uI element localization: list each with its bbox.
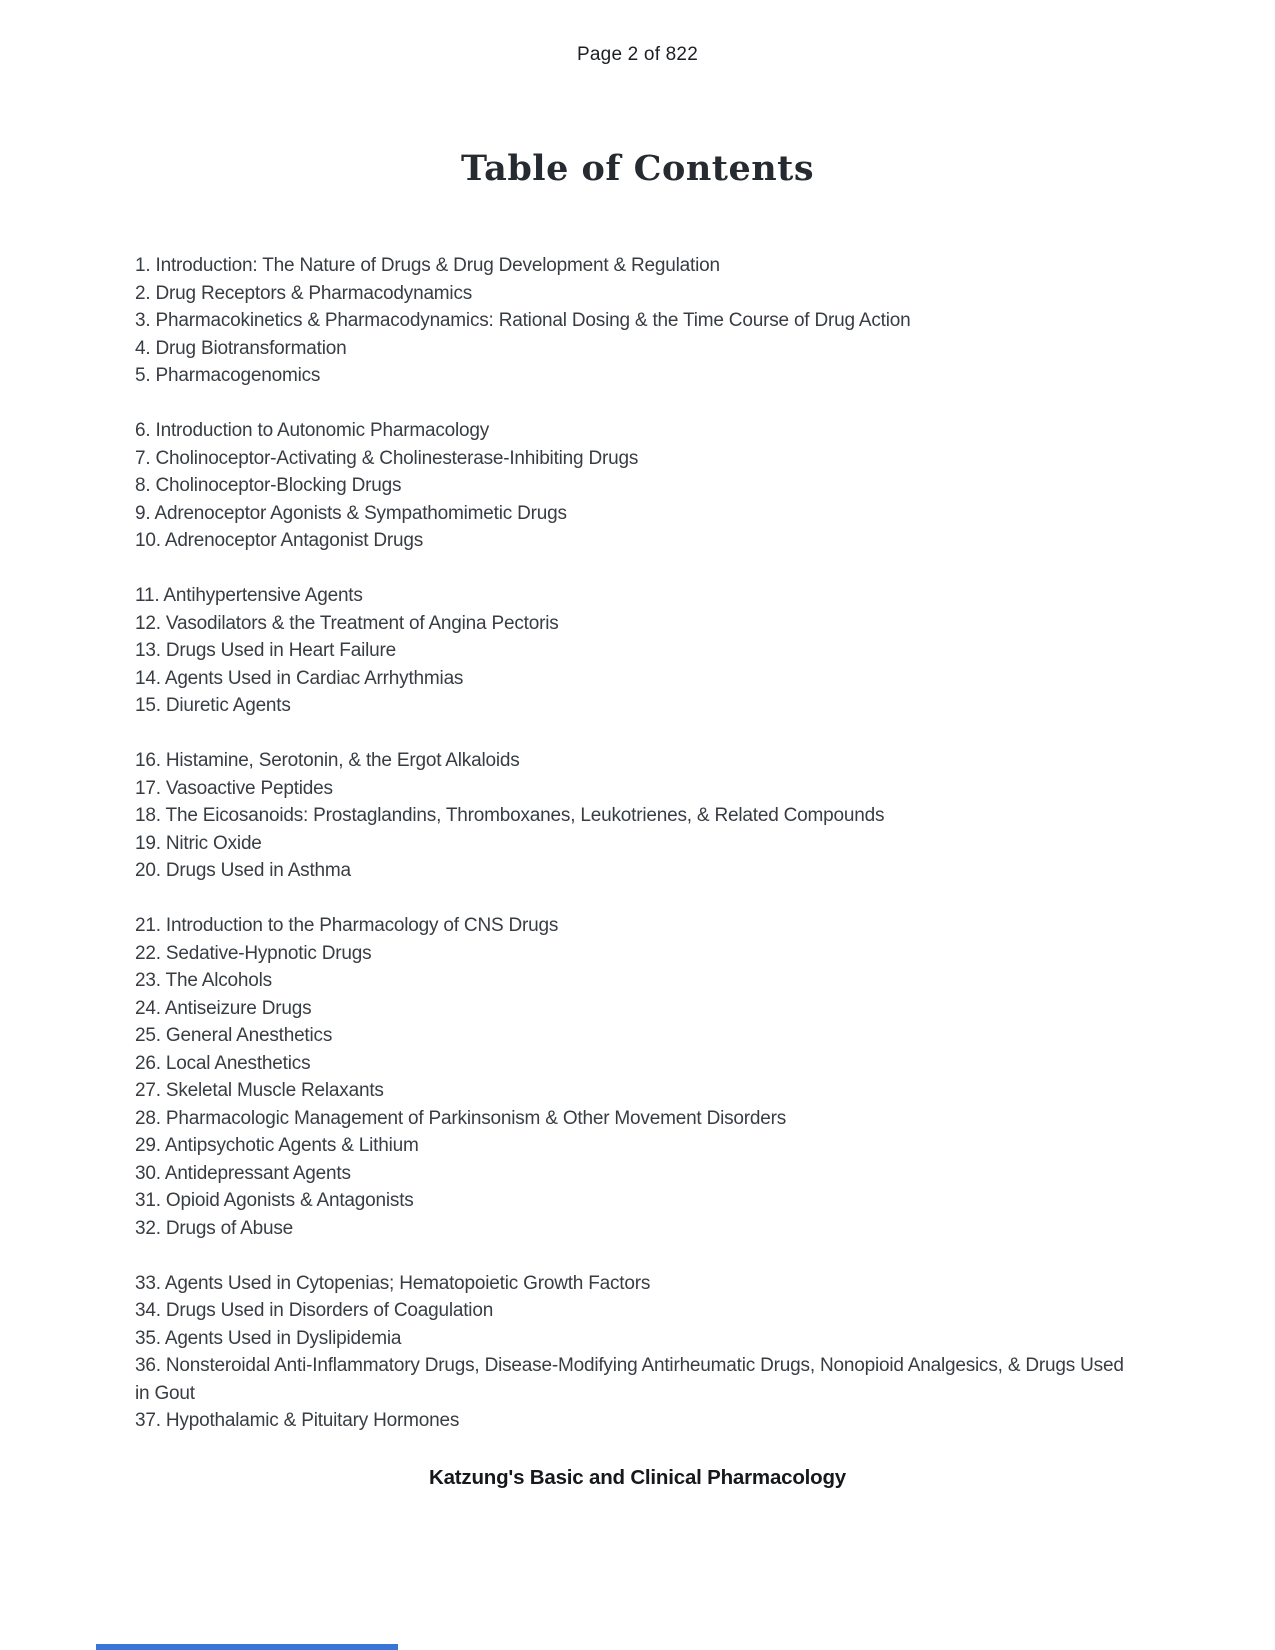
- toc-group: [135, 1270, 1130, 1435]
- book-title-footer: Katzung's Basic and Clinical Pharmacology: [428, 1466, 847, 1489]
- toc-item: 32. Drugs of Abuse: [135, 1217, 294, 1239]
- toc-item: 24. Antiseizure Drugs: [135, 997, 312, 1019]
- toc-item: 10. Adrenoceptor Antagonist Drugs: [135, 530, 424, 551]
- page-number-header: Page 2 of 822: [577, 44, 698, 65]
- toc-item: 6. Introduction to Autonomic Pharmacology: [135, 420, 490, 441]
- toc-item: 20. Drugs Used in Asthma: [135, 860, 351, 881]
- toc-item: 27. Skeletal Muscle Relaxants: [135, 1080, 384, 1101]
- toc-item: 16. Histamine, Serotonin, & the Ergot Alkaloids: [135, 750, 520, 771]
- toc-item: 35. Agents Used in Dyslipidemia: [135, 1327, 402, 1349]
- toc-item: 14. Agents Used in Cardiac Arrhythmias: [135, 667, 464, 689]
- toc-item: 22. Sedative-Hypnotic Drugs: [135, 942, 372, 964]
- page-title: Table of Contents: [460, 148, 815, 189]
- toc-item: 12. Vasodilators & the Treatment of Angina Pectoris: [135, 612, 559, 634]
- toc-item: 23. The Alcohols: [135, 970, 272, 991]
- toc-item: 5. Pharmacogenomics: [135, 365, 321, 386]
- toc-item: 37. Hypothalamic & Pituitary Hormones: [135, 1410, 460, 1431]
- toc-item: 33. Agents Used in Cytopenias; Hematopoietic Growth Factors: [135, 1272, 651, 1294]
- toc-item: 13. Drugs Used in Heart Failure: [135, 640, 396, 661]
- toc-item: 28. Pharmacologic Management of Parkinsonism & Other Movement Disorders: [135, 1107, 787, 1129]
- toc: [135, 252, 1130, 1462]
- toc-item: 7. Cholinoceptor-Activating & Cholinesterase-Inhibiting Drugs: [135, 447, 639, 469]
- toc-item: 29. Antipsychotic Agents & Lithium: [135, 1135, 419, 1156]
- toc-group: [135, 417, 1130, 555]
- toc-item: 21. Introduction to the Pharmacology of CNS Drugs: [135, 915, 559, 936]
- toc-item: 3. Pharmacokinetics & Pharmacodynamics: Rational Dosing & the Time Course of Drug Action: [135, 310, 911, 331]
- toc-item: 2. Drug Receptors & Pharmacodynamics: [135, 282, 473, 304]
- toc-group: [135, 912, 1130, 1242]
- toc-item: 36. Nonsteroidal Anti-Inflammatory Drugs, Disease-Modifying Antirheumatic Drugs, Nonopioid Analgesics, & Drugs Used in Gout: [135, 1355, 1124, 1404]
- toc-item: 15. Diuretic Agents: [135, 695, 291, 716]
- toc-item: 17. Vasoactive Peptides: [135, 777, 333, 799]
- toc-item: 9. Adrenoceptor Agonists & Sympathomimetic Drugs: [135, 502, 567, 524]
- toc-item: 30. Antidepressant Agents: [135, 1162, 351, 1184]
- toc-item: 34. Drugs Used in Disorders of Coagulation: [135, 1300, 494, 1321]
- toc-item: 25. General Anesthetics: [135, 1025, 333, 1046]
- toc-item: 11. Antihypertensive Agents: [135, 585, 363, 606]
- toc-item: 4. Drug Biotransformation: [135, 337, 347, 359]
- toc-group: [135, 582, 1130, 720]
- bottom-accent-bar: [96, 1644, 398, 1650]
- toc-item: 18. The Eicosanoids: Prostaglandins, Thromboxanes, Leukotrienes, & Related Compounds: [135, 805, 885, 826]
- toc-item: 1. Introduction: The Nature of Drugs & Drug Development & Regulation: [135, 255, 720, 276]
- toc-group: [135, 252, 1130, 390]
- toc-group: [135, 747, 1130, 885]
- toc-item: 19. Nitric Oxide: [135, 832, 262, 854]
- toc-item: 8. Cholinoceptor-Blocking Drugs: [135, 475, 402, 496]
- toc-item: 31. Opioid Agonists & Antagonists: [135, 1190, 414, 1211]
- toc-item: 26. Local Anesthetics: [135, 1052, 311, 1074]
